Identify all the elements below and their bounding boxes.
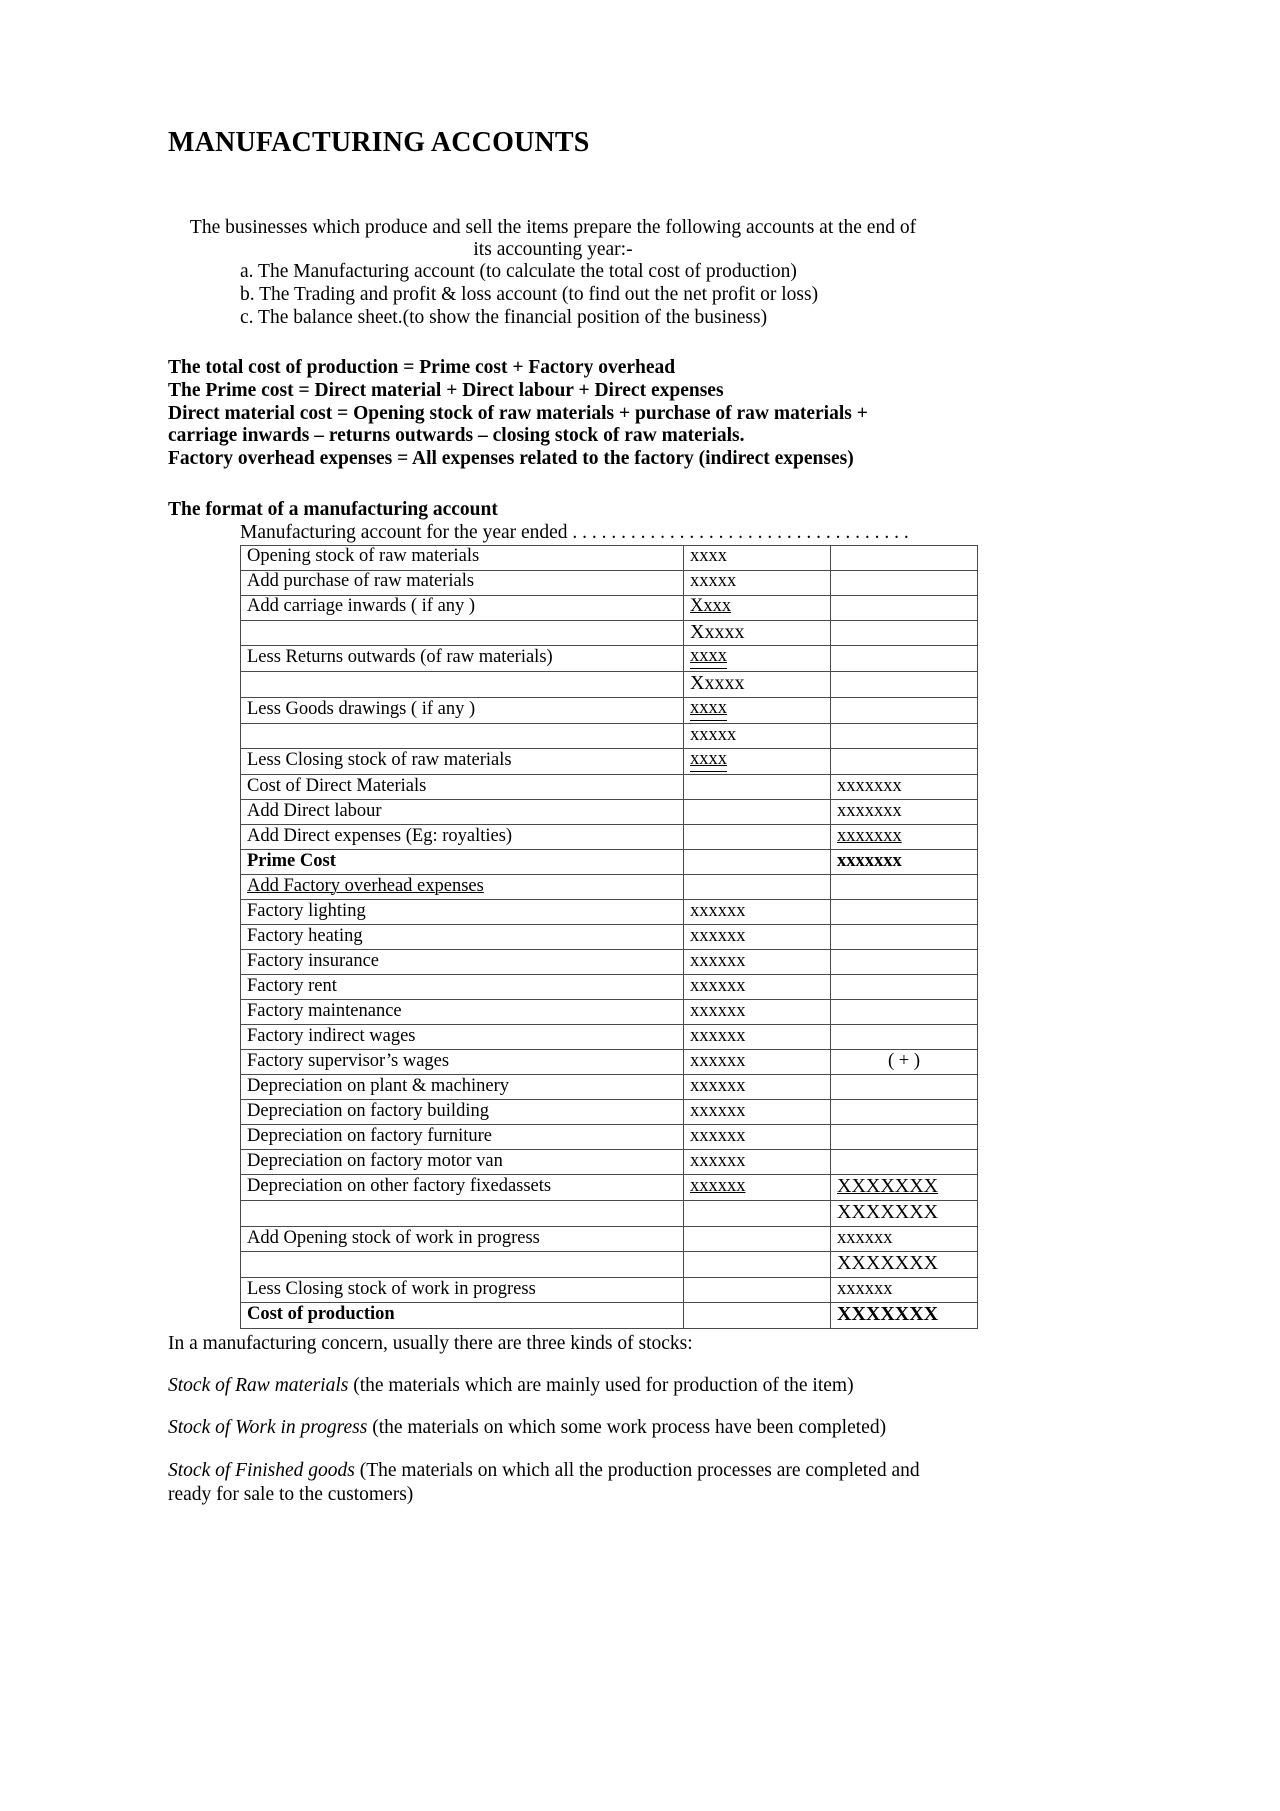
amount-value: xxxxxx (690, 1100, 746, 1121)
table-row (241, 1278, 978, 1303)
amount-column-1 (684, 1075, 831, 1100)
amount-column-1 (684, 875, 831, 900)
account-line-label (241, 1252, 684, 1278)
amount-column-1 (684, 1025, 831, 1050)
closing-lead: In a manufacturing concern, usually there are three kinds of stocks: (168, 1333, 693, 1355)
amount-column-1 (684, 672, 831, 698)
format-heading: The format of a manufacturing account (168, 498, 498, 520)
amount-column-1 (684, 775, 831, 800)
table-row (241, 975, 978, 1000)
account-line-label (241, 672, 684, 698)
account-line-label: Less Closing stock of work in progress (241, 1278, 684, 1303)
amount-value: xxxxxxx (837, 825, 902, 846)
amount-value: xxxx (690, 699, 727, 721)
table-row (241, 900, 978, 925)
amount-column-2 (831, 1278, 978, 1303)
stock-description: (the materials on which some work process have been completed) (367, 1417, 887, 1439)
amount-value: xxxx (690, 750, 727, 772)
amount-column-1 (684, 800, 831, 825)
table-row (241, 1150, 978, 1175)
amount-column-2 (831, 800, 978, 825)
amount-column-2 (831, 1125, 978, 1150)
amount-column-1 (684, 950, 831, 975)
stock-type-finished-goods (168, 1459, 938, 1508)
formula-section (168, 357, 938, 470)
amount-column-1 (684, 1150, 831, 1175)
account-line-label: Less Closing stock of raw materials (241, 749, 684, 775)
label-text: Add Factory overhead expenses (247, 875, 484, 896)
table-body (241, 545, 978, 1329)
account-line-label: Factory maintenance (241, 1000, 684, 1025)
amount-column-1 (684, 698, 831, 724)
amount-value: xxxx (690, 546, 727, 567)
table-row (241, 620, 978, 646)
amount-column-2 (831, 1175, 978, 1201)
table-row (241, 595, 978, 620)
account-line-label: Cost of production (241, 1303, 684, 1329)
amount-value: xxxxx (690, 724, 737, 745)
amount-column-2 (831, 1201, 978, 1227)
amount-column-2 (831, 825, 978, 850)
amount-value: xxxxxx (837, 1227, 893, 1248)
table-row (241, 1227, 978, 1252)
account-line-label: Depreciation on other factory fixedassets (241, 1175, 684, 1201)
table-row (241, 1303, 978, 1329)
amount-column-2 (831, 698, 978, 724)
amount-column-2 (831, 646, 978, 672)
account-line-label: Less Goods drawings ( if any ) (241, 698, 684, 724)
amount-column-2 (831, 1303, 978, 1329)
amount-value: xxxxxx (690, 1025, 746, 1046)
account-line-label: Depreciation on factory building (241, 1100, 684, 1125)
amount-value: xxxxxx (690, 975, 746, 996)
formula-line: The total cost of production = Prime cost + Factory overhead (168, 357, 676, 379)
account-line-label: Factory heating (241, 925, 684, 950)
amount-column-1 (684, 724, 831, 749)
intro-section (168, 217, 938, 330)
table-row (241, 672, 978, 698)
amount-column-2 (831, 950, 978, 975)
amount-value: xxxxxx (690, 1125, 746, 1146)
account-line-label (241, 875, 684, 900)
table-row (241, 1201, 978, 1227)
table-row (241, 825, 978, 850)
amount-column-1 (684, 1175, 831, 1201)
amount-column-2 (831, 850, 978, 875)
amount-column-1 (684, 646, 831, 672)
account-line-label (241, 620, 684, 646)
table-row (241, 875, 978, 900)
amount-column-1 (684, 975, 831, 1000)
formula-line: The Prime cost = Direct material + Direct labour + Direct expenses (168, 380, 724, 402)
manufacturing-account-table (240, 545, 978, 1330)
account-line-label (241, 1201, 684, 1227)
amount-column-1 (684, 1278, 831, 1303)
amount-value: Xxxxx (690, 620, 745, 643)
account-line-label (241, 724, 684, 749)
amount-value: Xxxxx (690, 672, 745, 695)
table-row (241, 850, 978, 875)
amount-column-1 (684, 1100, 831, 1125)
amount-value: XXXXXXX (837, 1252, 939, 1275)
amount-column-2 (831, 545, 978, 570)
formula-line: Factory overhead expenses = All expenses related to the factory (indirect expenses) (168, 447, 854, 469)
amount-column-1 (684, 925, 831, 950)
account-line-label: Depreciation on factory motor van (241, 1150, 684, 1175)
amount-column-2 (831, 570, 978, 595)
table-row (241, 1252, 978, 1278)
stock-term: Stock of Finished goods (168, 1459, 355, 1481)
stock-type-work-in-progress (168, 1416, 938, 1440)
account-line-label: Depreciation on factory furniture (241, 1125, 684, 1150)
amount-value: XXXXXXX (837, 1201, 939, 1224)
amount-column-1 (684, 545, 831, 570)
table-row (241, 925, 978, 950)
table-row (241, 570, 978, 595)
amount-column-1 (684, 1252, 831, 1278)
amount-column-2 (831, 925, 978, 950)
table-row (241, 1075, 978, 1100)
amount-column-2 (831, 1227, 978, 1252)
account-line-label: Factory lighting (241, 900, 684, 925)
account-line-label: Add Direct labour (241, 800, 684, 825)
amount-value: xxxxx (690, 571, 737, 592)
account-line-label: Add carriage inwards ( if any ) (241, 595, 684, 620)
document-content (168, 128, 938, 1507)
amount-column-2 (831, 1252, 978, 1278)
list-item: b. The Trading and profit & loss account (to find out the net profit or loss) (240, 284, 819, 306)
table-row (241, 1025, 978, 1050)
table-row (241, 749, 978, 775)
formula-line: Direct material cost = Opening stock of raw materials + purchase of raw materials + carriage inwards – returns outwards – closing stock of raw materials. (168, 402, 868, 447)
amount-value: XXXXXXX (837, 1303, 939, 1326)
list-item: a. The Manufacturing account (to calculate the total cost of production) (240, 261, 797, 283)
account-line-label: Less Returns outwards (of raw materials) (241, 646, 684, 672)
amount-column-1 (684, 1050, 831, 1075)
table-row (241, 724, 978, 749)
intro-lead-paragraph: The businesses which produce and sell the items prepare the following accounts at the end of its accounting year:- (189, 216, 917, 260)
amount-column-2 (831, 1100, 978, 1125)
amount-column-1 (684, 595, 831, 620)
stock-term: Stock of Work in progress (168, 1417, 368, 1439)
account-line-label: Prime Cost (241, 850, 684, 875)
amount-value: XXXXXXX (837, 1175, 939, 1198)
amount-value: xxxxxx (690, 1176, 746, 1197)
amount-column-1 (684, 1303, 831, 1329)
stock-description: (the materials which are mainly used for production of the item) (348, 1374, 854, 1396)
account-line-label: Factory rent (241, 975, 684, 1000)
table-row (241, 800, 978, 825)
amount-value: ( + ) (887, 1050, 920, 1071)
account-line-label: Depreciation on plant & machinery (241, 1075, 684, 1100)
amount-column-1 (684, 825, 831, 850)
stock-description: (The materials on which all the production processes are completed and ready for sale to the customers) (168, 1459, 920, 1505)
table-caption: Manufacturing account for the year ended . . . . . . . . . . . . . . . . . . . . . . . . . . . . . . . . . . . (240, 521, 909, 543)
amount-column-1 (684, 620, 831, 646)
amount-column-2 (831, 672, 978, 698)
amount-column-2 (831, 875, 978, 900)
amount-column-1 (684, 900, 831, 925)
amount-column-1 (684, 570, 831, 595)
amount-column-1 (684, 1125, 831, 1150)
amount-column-2 (831, 1075, 978, 1100)
amount-column-2 (831, 724, 978, 749)
table-row (241, 1100, 978, 1125)
amount-column-2 (831, 1025, 978, 1050)
table-row (241, 1125, 978, 1150)
stock-term: Stock of Raw materials (168, 1374, 349, 1396)
table-row (241, 1175, 978, 1201)
table-row (241, 698, 978, 724)
table-row (241, 1000, 978, 1025)
amount-column-2 (831, 900, 978, 925)
amount-value: xxxxxx (690, 925, 746, 946)
amount-column-1 (684, 1201, 831, 1227)
table-row (241, 646, 978, 672)
account-line-label: Add Opening stock of work in progress (241, 1227, 684, 1252)
amount-column-2 (831, 1050, 978, 1075)
table-row (241, 775, 978, 800)
amount-column-1 (684, 1227, 831, 1252)
amount-column-2 (831, 1150, 978, 1175)
amount-value: xxxxxx (690, 1000, 746, 1021)
stock-type-raw-materials (168, 1374, 938, 1398)
account-line-label: Factory insurance (241, 950, 684, 975)
amount-column-2 (831, 749, 978, 775)
account-line-label: Opening stock of raw materials (241, 545, 684, 570)
amount-value: xxxxxx (690, 1075, 746, 1096)
closing-section (168, 1333, 938, 1507)
amount-column-2 (831, 595, 978, 620)
table-row (241, 950, 978, 975)
account-line-label: Cost of Direct Materials (241, 775, 684, 800)
amount-column-2 (831, 975, 978, 1000)
account-line-label: Factory supervisor’s wages (241, 1050, 684, 1075)
amount-value: xxxxxx (690, 1050, 746, 1071)
account-line-label: Add purchase of raw materials (241, 570, 684, 595)
amount-value: xxxxxxx (837, 800, 902, 821)
account-line-label: Add Direct expenses (Eg: royalties) (241, 825, 684, 850)
intro-account-list (168, 260, 938, 329)
amount-column-1 (684, 850, 831, 875)
account-line-label: Factory indirect wages (241, 1025, 684, 1050)
amount-value: xxxxxxx (837, 775, 902, 796)
amount-value: xxxxxxx (837, 850, 902, 871)
amount-value: xxxxxx (690, 900, 746, 921)
table-row (241, 1050, 978, 1075)
table-row (241, 545, 978, 570)
amount-value: Xxxx (690, 596, 732, 617)
amount-column-2 (831, 775, 978, 800)
amount-column-2 (831, 1000, 978, 1025)
amount-value: xxxxxx (837, 1278, 893, 1299)
amount-column-2 (831, 620, 978, 646)
amount-value: xxxxxx (690, 1150, 746, 1171)
amount-column-1 (684, 1000, 831, 1025)
amount-value: xxxxxx (690, 950, 746, 971)
amount-column-1 (684, 749, 831, 775)
list-item: c. The balance sheet.(to show the financial position of the business) (240, 307, 768, 329)
amount-value: xxxx (690, 647, 727, 669)
page-title: MANUFACTURING ACCOUNTS (168, 127, 590, 158)
